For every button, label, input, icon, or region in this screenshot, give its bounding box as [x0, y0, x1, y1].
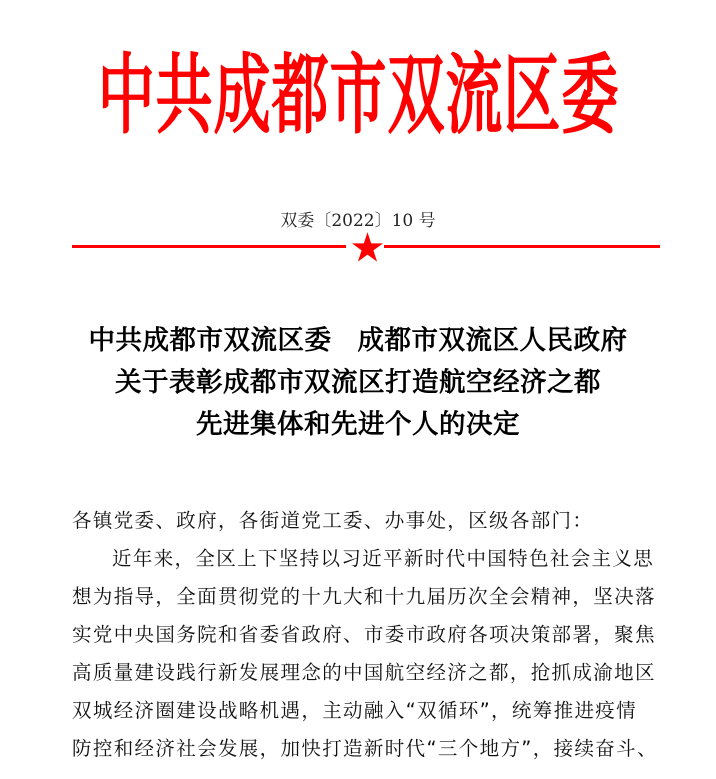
paragraph-line: 实党中央国务院和省委省政府、市委市政府各项决策部署，聚焦	[72, 623, 656, 646]
document-title	[0, 320, 716, 446]
document-number: 双委〔2022〕10 号	[280, 211, 436, 231]
star-icon	[352, 232, 383, 262]
paragraph-line: 高质量建设践行新发展理念的中国航空经济之都，抢抓成渝地区	[72, 661, 656, 684]
document-body	[72, 502, 672, 768]
paragraph-line: 双城经济圈建设战略机遇，主动融入“双循环”，统筹推进疫情	[72, 699, 638, 722]
masthead	[0, 46, 716, 146]
salutation: 各镇党委、政府，各街道党工委、办事处，区级各部门：	[72, 509, 594, 532]
title-line-1	[0, 320, 716, 362]
title-issuer-government: 成都市双流区人民政府	[357, 325, 628, 356]
paragraph-line: 防控和经济社会发展，加快打造新时代“三个地方”，接续奋斗、	[72, 737, 658, 760]
masthead-title: 中共成都市双流区委	[97, 45, 619, 147]
paragraph-line: 近年来，全区上下坚持以习近平新时代中国特色社会主义思	[112, 547, 655, 570]
red-divider-left	[72, 245, 346, 248]
paragraph-line: 想为指导，全面贯彻党的十九大和十九届历次全会精神，坚决落	[72, 585, 656, 608]
title-line-2: 关于表彰成都市双流区打造航空经济之都	[115, 367, 601, 398]
title-issuer-party: 中共成都市双流区委	[88, 325, 332, 356]
title-line-3: 先进集体和先进个人的决定	[196, 409, 520, 440]
red-divider-right	[384, 245, 660, 248]
